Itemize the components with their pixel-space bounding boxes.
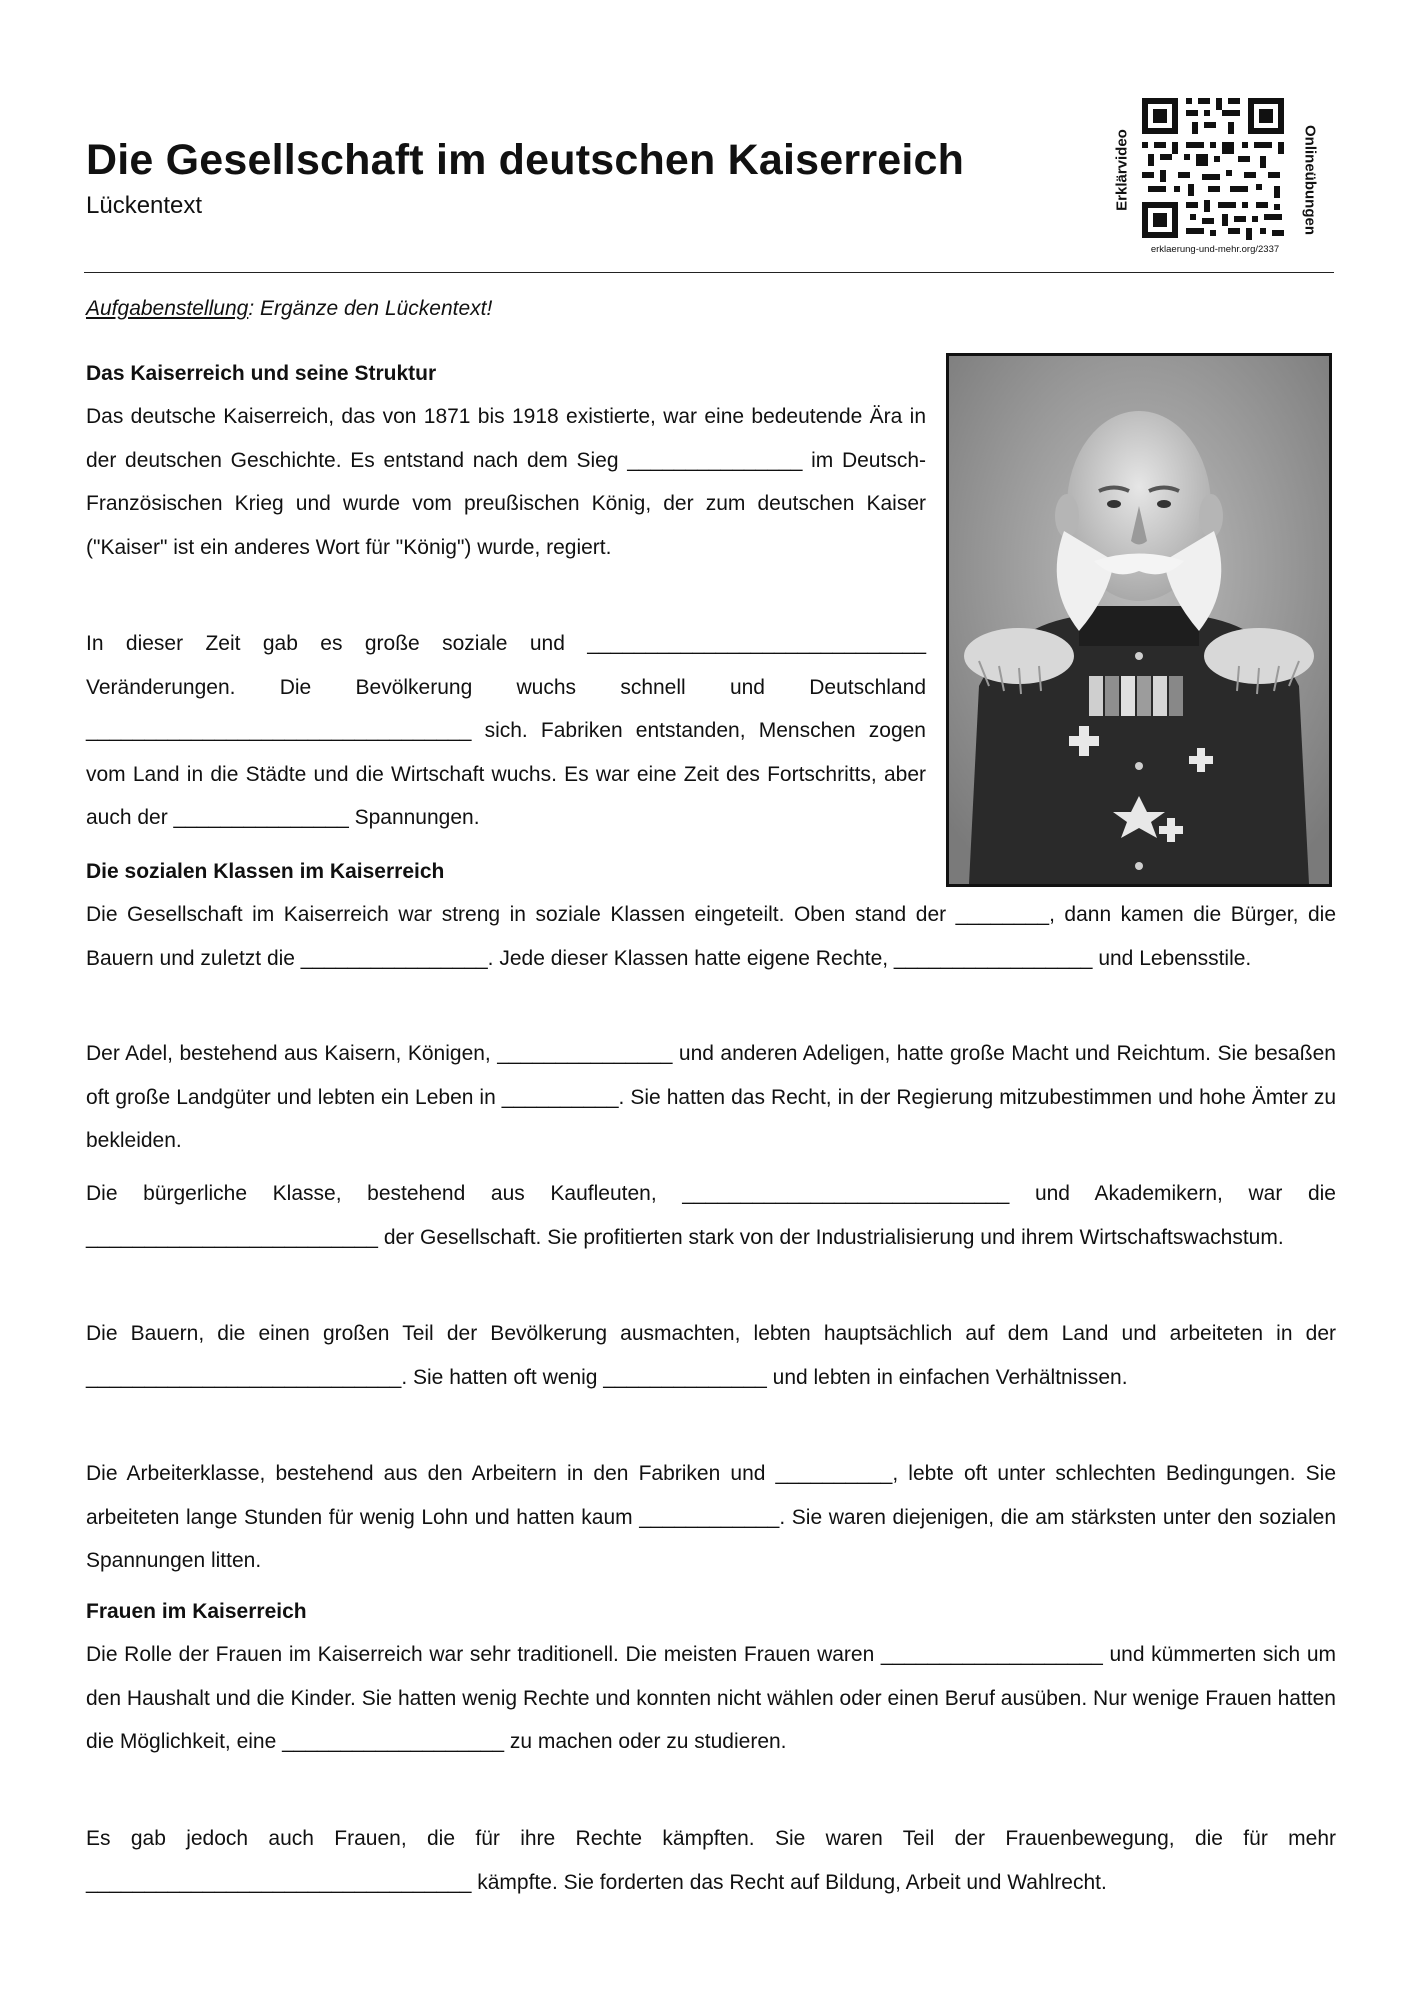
section-heading-struktur: Das Kaiserreich und seine Struktur bbox=[86, 362, 437, 385]
page-title: Die Gesellschaft im deutschen Kaiserreich bbox=[86, 136, 965, 184]
paragraph-klassen-1: Die Gesellschaft im Kaiserreich war streng in soziale Klassen eingeteilt. Oben stand der ________, dann kamen die Bürger, die Bauern und zuletzt die ________________. Jede dieser Klassen hatte eigene Rechte, _________________ und Lebensstile. bbox=[86, 903, 1336, 970]
paragraph-frauen-2: Es gab jedoch auch Frauen, die für ihre Rechte kämpften. Sie waren Teil der Frauenbewegung, die für mehr _________________________________ kämpfte. Sie forderten das Recht auf Bildung, Arbeit und Wahlrecht. bbox=[86, 1827, 1336, 1894]
paragraph-klassen-4: Die Bauern, die einen großen Teil der Bevölkerung ausmachten, lebten hauptsächlich auf dem Land und arbeiteten in der ___________________________. Sie hatten oft wenig ______________ und lebten in einfachen Verhältnissen. bbox=[86, 1322, 1336, 1389]
paragraph-klassen-2: Der Adel, bestehend aus Kaisern, Königen, _______________ und anderen Adeligen, hatte große Macht und Reichtum. Sie besaßen oft große Landgüter und lebten ein Leben in __________. Sie hatten das Recht, in der Regierung mitzubestimmen und hohe Ämter zu bekleiden. bbox=[86, 1042, 1336, 1152]
portrait-photo bbox=[946, 353, 1332, 887]
paragraph-frauen-1: Die Rolle der Frauen im Kaiserreich war sehr traditionell. Die meisten Frauen waren ___________________ und kümmerten sich um den Haushalt und die Kinder. Sie hatten wenig Rechte und konnten nicht wählen oder einen Beruf ausüben. Nur wenige Frauen hatten die Möglichkeit, eine ___________________ zu machen oder zu studieren. bbox=[86, 1643, 1336, 1753]
qr-url[interactable]: erklaerung-und-mehr.org/2337 bbox=[1150, 244, 1280, 255]
task-instruction bbox=[86, 297, 492, 321]
qr-left-label: Erklärvideo bbox=[1113, 129, 1131, 211]
section-heading-klassen: Die sozialen Klassen im Kaiserreich bbox=[86, 860, 445, 883]
qr-block bbox=[1100, 92, 1330, 264]
task-text: : Ergänze den Lückentext! bbox=[248, 297, 493, 320]
qr-right-label-wrap bbox=[1288, 92, 1332, 262]
paragraph-klassen-3: Die bürgerliche Klasse, bestehend aus Kaufleuten, ____________________________ und Akademikern, war die _________________________ der Gesellschaft. Sie profitierten stark von der Industrialisierung und ihrem Wirtschaftswachstum. bbox=[86, 1182, 1336, 1249]
qr-right-label: Onlineübungen bbox=[1301, 125, 1319, 235]
section-heading-frauen: Frauen im Kaiserreich bbox=[86, 1600, 307, 1623]
header-divider bbox=[84, 272, 1334, 273]
task-label: Aufgabenstellung bbox=[86, 297, 249, 320]
paragraph-struktur-2: In dieser Zeit gab es große soziale und _____________________________ Veränderungen. Die Bevölkerung wuchs schnell und Deutschland _________________________________ sich. Fabriken entstanden, Menschen zogen vom Land in die Städte und die Wirtschaft wuchs. Es war eine Zeit des Fortschritts, aber auch der _______________ Spannungen. bbox=[86, 632, 926, 829]
paragraph-struktur-1: Das deutsche Kaiserreich, das von 1871 bis 1918 existierte, war eine bedeutende Ära in der deutschen Geschichte. Es entstand nach dem Sieg _______________ im Deutsch-Französischen Krieg und wurde vom preußischen König, der zum deutschen Kaiser ("Kaiser" ist ein anderes Wort für "König") wurde, regiert. bbox=[86, 405, 926, 559]
qr-code-icon[interactable] bbox=[1138, 94, 1288, 242]
paragraph-klassen-5: Die Arbeiterklasse, bestehend aus den Arbeitern in den Fabriken und __________, lebte oft unter schlechten Bedingungen. Sie arbeiteten lange Stunden für wenig Lohn und hatten kaum ____________. Sie waren diejenigen, die am stärksten unter den sozialen Spannungen litten. bbox=[86, 1462, 1336, 1572]
page-subtitle: Lückentext bbox=[86, 192, 203, 219]
